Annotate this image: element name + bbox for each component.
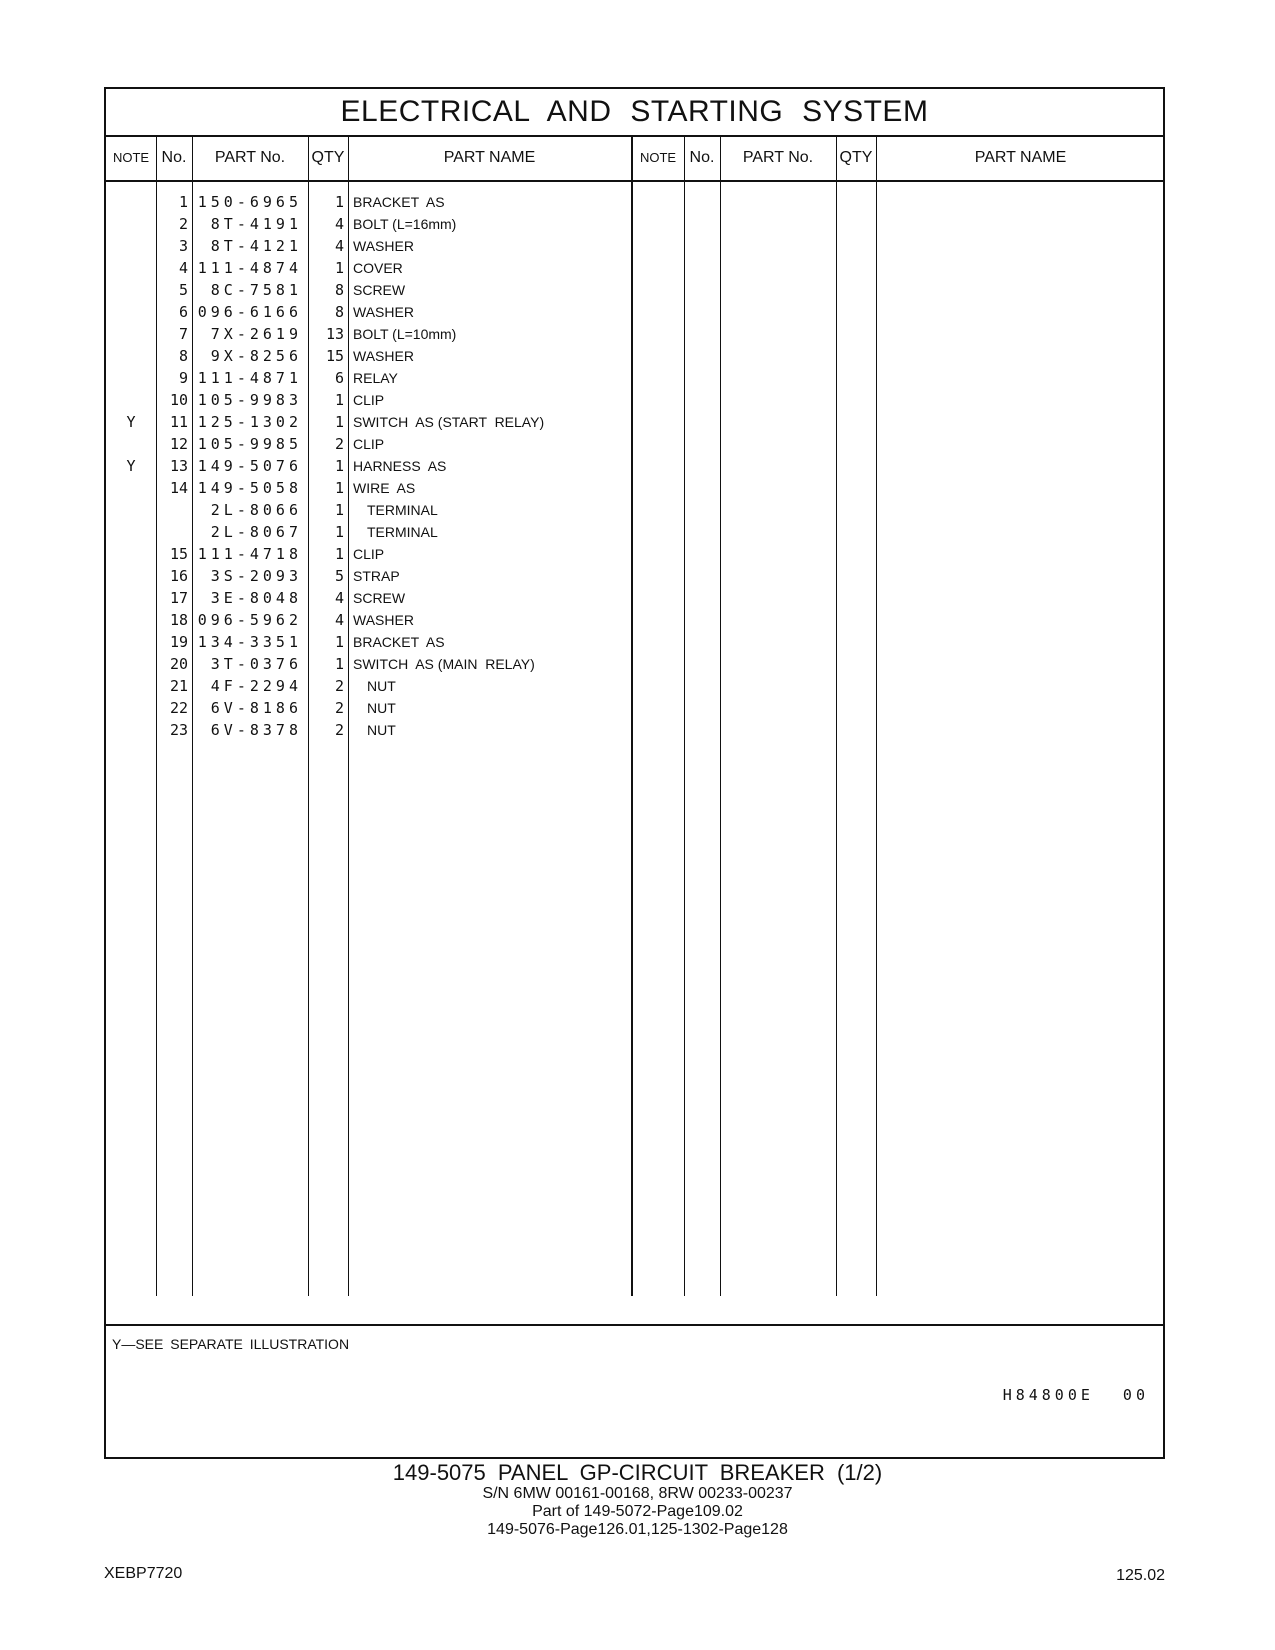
row-quantity: 13	[325, 325, 344, 343]
table-row	[106, 235, 1163, 257]
row-part-number: 3T-0376	[210, 655, 302, 673]
row-part-number: 8T-4191	[210, 215, 302, 233]
row-item-number: 8	[178, 347, 188, 365]
header-part-name-right: PART NAME	[974, 149, 1067, 166]
row-quantity: 2	[334, 435, 344, 453]
row-item-number: 9	[178, 369, 188, 387]
row-quantity: 4	[334, 215, 344, 233]
row-item-number: 22	[169, 699, 188, 717]
row-quantity: 1	[334, 501, 344, 519]
row-part-number: 096-6166	[197, 303, 302, 321]
page-number: 125.02	[1116, 1567, 1165, 1584]
page-title: ELECTRICAL AND STARTING SYSTEM	[106, 89, 1163, 137]
table-row	[106, 587, 1163, 609]
row-part-number: 4F-2294	[210, 677, 302, 695]
row-part-name: COVER	[353, 260, 403, 276]
row-part-number: 2L-8066	[210, 501, 302, 519]
row-part-name: CLIP	[353, 436, 385, 452]
row-part-name: NUT	[367, 700, 396, 716]
row-part-name: WASHER	[353, 304, 414, 320]
table-row	[106, 499, 1163, 521]
row-item-number: 13	[169, 457, 188, 475]
row-quantity: 1	[334, 259, 344, 277]
row-part-name: HARNESS AS	[353, 458, 447, 474]
row-item-number: 7	[178, 325, 188, 343]
row-quantity: 1	[334, 655, 344, 673]
row-item-number: 12	[169, 435, 188, 453]
row-quantity: 15	[325, 347, 344, 365]
row-quantity: 2	[334, 677, 344, 695]
row-item-number: 23	[169, 721, 188, 739]
row-part-name: SCREW	[353, 590, 406, 606]
row-item-number: 20	[169, 655, 188, 673]
table-row	[106, 433, 1163, 455]
row-part-number: 125-1302	[197, 413, 302, 431]
drawing-code: H84800E 00	[1002, 1386, 1149, 1404]
row-part-name: SWITCH AS (START RELAY)	[353, 414, 545, 430]
row-part-name: NUT	[367, 722, 396, 738]
row-part-number: 8T-4121	[210, 237, 302, 255]
row-part-number: 3S-2093	[210, 567, 302, 585]
table-row	[106, 191, 1163, 213]
table-row	[106, 455, 1163, 477]
row-item-number: 4	[178, 259, 188, 277]
caption-serial: S/N 6MW 00161-00168, 8RW 00233-00237	[482, 1485, 793, 1502]
table-bottom-rule	[106, 1324, 1163, 1326]
table-row	[106, 257, 1163, 279]
row-part-number: 105-9983	[197, 391, 302, 409]
row-quantity: 1	[334, 633, 344, 651]
table-row	[106, 301, 1163, 323]
row-part-name: BOLT (L=16mm)	[353, 216, 457, 232]
table-row	[106, 411, 1163, 433]
row-part-number: 134-3351	[197, 633, 302, 651]
row-part-number: 3E-8048	[210, 589, 302, 607]
row-part-name: CLIP	[353, 546, 385, 562]
caption-part-of: Part of 149-5072-Page109.02	[532, 1503, 743, 1520]
table-row	[106, 477, 1163, 499]
table-row	[106, 389, 1163, 411]
header-qty-right: QTY	[839, 149, 873, 166]
row-quantity: 1	[334, 413, 344, 431]
table-row	[106, 345, 1163, 367]
row-part-number: 149-5076	[197, 457, 302, 475]
table-row	[106, 213, 1163, 235]
row-quantity: 2	[334, 721, 344, 739]
document-id: XEBP7720	[104, 1565, 183, 1582]
row-item-number: 19	[169, 633, 188, 651]
row-quantity: 4	[334, 589, 344, 607]
row-part-number: 150-6965	[197, 193, 302, 211]
header-note-left: NOTE	[112, 150, 150, 165]
table-row	[106, 323, 1163, 345]
row-part-number: 111-4874	[197, 259, 302, 277]
row-quantity: 5	[334, 567, 344, 585]
header-qty-left: QTY	[311, 149, 345, 166]
header-note-right: NOTE	[639, 150, 677, 165]
row-part-name: WASHER	[353, 348, 414, 364]
table-row	[106, 631, 1163, 653]
row-item-number: 18	[169, 611, 188, 629]
table-row	[106, 675, 1163, 697]
header-part-name-left: PART NAME	[443, 149, 536, 166]
row-quantity: 4	[334, 237, 344, 255]
row-part-number: 149-5058	[197, 479, 302, 497]
row-part-number: 111-4871	[197, 369, 302, 387]
row-item-number: 11	[169, 413, 188, 431]
row-part-name: TERMINAL	[367, 524, 438, 540]
row-quantity: 1	[334, 545, 344, 563]
row-item-number: 16	[169, 567, 188, 585]
row-part-number: 9X-8256	[210, 347, 302, 365]
row-note: Y	[126, 413, 136, 431]
row-part-name: WASHER	[353, 238, 414, 254]
row-quantity: 1	[334, 391, 344, 409]
row-part-number: 096-5962	[197, 611, 302, 629]
row-part-number: 7X-2619	[210, 325, 302, 343]
row-quantity: 1	[334, 457, 344, 475]
row-part-number: 6V-8378	[210, 721, 302, 739]
caption-title: 149-5075 PANEL GP-CIRCUIT BREAKER (1/2)	[392, 1460, 883, 1485]
table-row	[106, 543, 1163, 565]
table-row	[106, 279, 1163, 301]
row-quantity: 6	[334, 369, 344, 387]
figure-caption	[0, 1461, 1275, 1539]
row-item-number: 17	[169, 589, 188, 607]
table-row	[106, 653, 1163, 675]
row-part-number: 105-9985	[197, 435, 302, 453]
row-quantity: 1	[334, 479, 344, 497]
row-item-number: 1	[178, 193, 188, 211]
table-row	[106, 609, 1163, 631]
row-part-name: RELAY	[353, 370, 398, 386]
row-item-number: 14	[169, 479, 188, 497]
row-part-name: CLIP	[353, 392, 385, 408]
header-part-no-left: PART No.	[214, 149, 286, 166]
row-item-number: 6	[178, 303, 188, 321]
row-part-name: WASHER	[353, 612, 414, 628]
table-row	[106, 565, 1163, 587]
row-quantity: 8	[334, 303, 344, 321]
row-quantity: 1	[334, 193, 344, 211]
row-part-name: SWITCH AS (MAIN RELAY)	[353, 656, 535, 672]
row-item-number: 3	[178, 237, 188, 255]
row-part-number: 111-4718	[197, 545, 302, 563]
table-row	[106, 521, 1163, 543]
table-row	[106, 367, 1163, 389]
row-part-number: 2L-8067	[210, 523, 302, 541]
table-row	[106, 719, 1163, 741]
row-item-number: 5	[178, 281, 188, 299]
row-part-name: BRACKET AS	[353, 634, 445, 650]
row-quantity: 1	[334, 523, 344, 541]
row-quantity: 8	[334, 281, 344, 299]
row-part-name: BRACKET AS	[353, 194, 445, 210]
header-no-left: No.	[161, 149, 187, 166]
row-item-number: 21	[169, 677, 188, 695]
row-part-number: 8C-7581	[210, 281, 302, 299]
caption-refs: 149-5076-Page126.01,125-1302-Page128	[487, 1521, 788, 1538]
row-part-name: BOLT (L=10mm)	[353, 326, 457, 342]
row-quantity: 4	[334, 611, 344, 629]
footnote: Y—SEE SEPARATE ILLUSTRATION	[112, 1336, 350, 1352]
row-note: Y	[126, 457, 136, 475]
header-no-right: No.	[689, 149, 715, 166]
row-part-name: TERMINAL	[367, 502, 438, 518]
row-part-name: WIRE AS	[353, 480, 416, 496]
row-part-name: SCREW	[353, 282, 406, 298]
parts-table-frame	[104, 87, 1165, 1459]
row-item-number: 2	[178, 215, 188, 233]
row-part-name: STRAP	[353, 568, 400, 584]
row-quantity: 2	[334, 699, 344, 717]
table-header-row	[106, 135, 1163, 182]
header-part-no-right: PART No.	[742, 149, 814, 166]
row-item-number: 10	[169, 391, 188, 409]
table-row	[106, 697, 1163, 719]
row-part-name: NUT	[367, 678, 396, 694]
row-part-number: 6V-8186	[210, 699, 302, 717]
row-item-number: 15	[169, 545, 188, 563]
